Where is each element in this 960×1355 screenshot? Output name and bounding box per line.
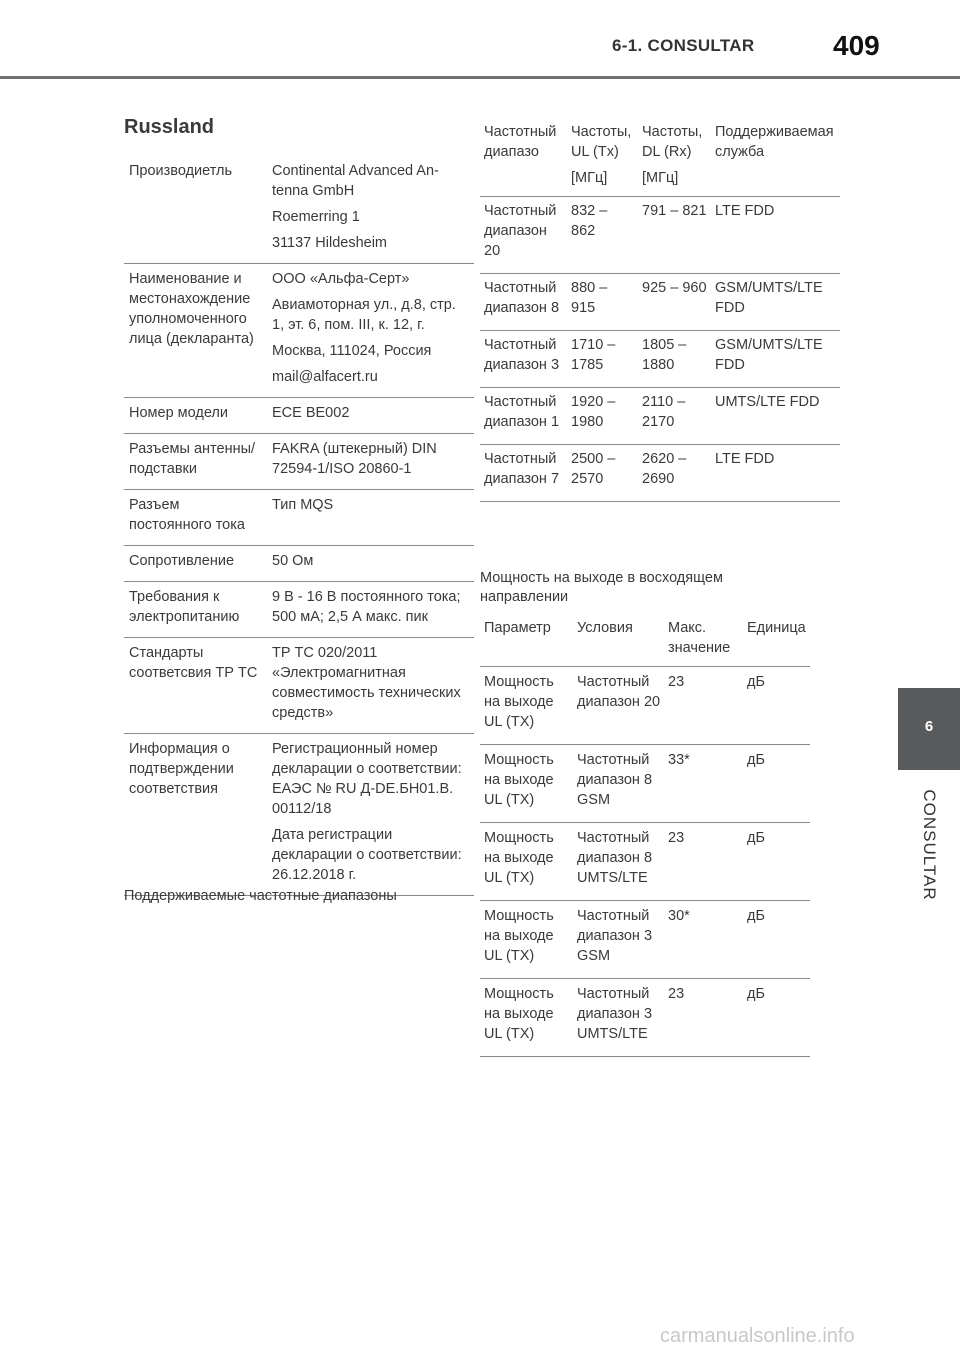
table-cell: Частотный диапазон 8 GSM xyxy=(573,745,664,823)
table-cell: 2110 – 2170 xyxy=(638,388,711,445)
table-cell: 1920 – 1980 xyxy=(567,388,638,445)
row-key: Наименование и местонахождение уполномоченного лица (декларанта) xyxy=(124,264,267,398)
table-cell: Частотный диапазон 1 xyxy=(480,388,567,445)
table-cell: дБ xyxy=(743,667,810,745)
table-cell: Частотный диапазон 3 xyxy=(480,331,567,388)
column-header: Единица xyxy=(743,614,810,667)
table-row xyxy=(480,331,840,388)
table-cell: UMTS/LTE FDD xyxy=(711,388,840,445)
column-header: Поддерживаемая служба xyxy=(711,118,840,197)
table-cell: GSM/UMTS/LTE FDD xyxy=(711,331,840,388)
value-line: Авиамоторная ул., д.8, стр. 1, эт. 6, пом. III, к. 12, г. xyxy=(272,297,456,333)
table-cell: Частотный диапазон 3 UMTS/LTE xyxy=(573,979,664,1057)
table-row xyxy=(124,638,474,734)
table-header-row xyxy=(480,614,810,667)
column-header: Частотный диапазо xyxy=(480,118,567,197)
row-key: Разъемы антенны/подставки xyxy=(124,434,267,490)
value-line: FAKRA (штекерный) DIN 72594-1/ISO 20860-1 xyxy=(272,441,437,477)
row-value xyxy=(267,638,474,734)
column-header: Макс. значение xyxy=(664,614,743,667)
table-row xyxy=(480,667,810,745)
frequency-bands-table xyxy=(480,118,840,502)
row-key: Номер модели xyxy=(124,398,267,434)
table-cell: LTE FDD xyxy=(711,197,840,274)
table-row xyxy=(124,434,474,490)
row-value xyxy=(267,546,474,582)
table-cell: 23 xyxy=(664,667,743,745)
table-cell: 33* xyxy=(664,745,743,823)
table-cell: 880 – 915 xyxy=(567,274,638,331)
table-cell: Частотный диапазон 8 xyxy=(480,274,567,331)
row-value xyxy=(267,582,474,638)
value-line: 31137 Hildesheim xyxy=(272,235,387,251)
value-line: 50 Ом xyxy=(272,553,314,569)
table-cell: Мощность на выходе UL (TX) xyxy=(480,745,573,823)
row-value xyxy=(267,490,474,546)
table-row xyxy=(480,901,810,979)
table-cell: Частотный диапазон 3 GSM xyxy=(573,901,664,979)
table-cell: 925 – 960 xyxy=(638,274,711,331)
table-cell: Мощность на выходе UL (TX) xyxy=(480,667,573,745)
row-value xyxy=(267,398,474,434)
value-line: 9 В - 16 В постоянного тока; 500 мА; 2,5 А макс. пик xyxy=(272,589,461,625)
table-cell: 1805 – 1880 xyxy=(638,331,711,388)
table-row xyxy=(124,490,474,546)
row-value xyxy=(267,434,474,490)
table-row xyxy=(480,197,840,274)
value-line: Регистрационный номер декларации о соответствии: ЕАЭС № RU Д-DE.БН01.В. 00112/18 xyxy=(272,741,462,817)
row-key: Производиетль xyxy=(124,156,267,264)
table-row xyxy=(480,979,810,1057)
row-key: Сопротивление xyxy=(124,546,267,582)
row-key: Стандарты соответсвия ТР ТС xyxy=(124,638,267,734)
table-cell: Мощность на выходе UL (TX) xyxy=(480,901,573,979)
value-line: ТР ТС 020/2011 «Электромагнитная совместимость технических средств» xyxy=(272,645,461,721)
table-row xyxy=(480,823,810,901)
column-header: Параметр xyxy=(480,614,573,667)
row-value xyxy=(267,156,474,264)
value-line: Дата регистрации декларации о соответствии: 26.12.2018 г. xyxy=(272,827,462,883)
table-row xyxy=(480,274,840,331)
table-cell: Мощность на выходе UL (TX) xyxy=(480,823,573,901)
table-row xyxy=(124,156,474,264)
chapter-tab-label: CONSULTAR xyxy=(920,789,939,901)
table-row xyxy=(480,445,840,502)
row-value xyxy=(267,264,474,398)
table-cell: Мощность на выходе UL (TX) xyxy=(480,979,573,1057)
header-rule xyxy=(0,76,960,79)
watermark: carmanualsonline.info xyxy=(660,1325,855,1347)
table-row xyxy=(480,388,840,445)
value-line: mail@alfacert.ru xyxy=(272,369,378,385)
row-key: Разъем постоянного тока xyxy=(124,490,267,546)
value-line: Continental Advanced An-tenna GmbH xyxy=(272,163,439,199)
value-line: ООО «Альфа-Серт» xyxy=(272,271,410,287)
table-cell: Частотный диапазон 20 xyxy=(573,667,664,745)
table-cell: Частотный диапазон 20 xyxy=(480,197,567,274)
table-cell: дБ xyxy=(743,901,810,979)
table-cell: дБ xyxy=(743,823,810,901)
table-cell: LTE FDD xyxy=(711,445,840,502)
table-cell: дБ xyxy=(743,979,810,1057)
table-row xyxy=(124,734,474,896)
table-cell: GSM/UMTS/LTE FDD xyxy=(711,274,840,331)
uplink-power-caption: Мощность на выходе в восходящем направлении xyxy=(480,570,723,605)
row-key: Требования к электропитанию xyxy=(124,582,267,638)
table-cell: 30* xyxy=(664,901,743,979)
table-cell: Частотный диапазон 7 xyxy=(480,445,567,502)
table-cell: 832 – 862 xyxy=(567,197,638,274)
table-cell: 791 – 821 xyxy=(638,197,711,274)
table-row xyxy=(124,582,474,638)
table-cell: 2620 – 2690 xyxy=(638,445,711,502)
supported-bands-caption: Поддерживаемые частотные диапазоны xyxy=(124,888,397,904)
column-header: Частоты, UL (Tx) [МГц] xyxy=(567,118,638,197)
value-line: Roemerring 1 xyxy=(272,209,360,225)
value-line: Тип MQS xyxy=(272,497,334,513)
table-header-row xyxy=(480,118,840,197)
row-key: Информация о подтверждении соответствия xyxy=(124,734,267,896)
output-power-table xyxy=(480,614,810,1057)
chapter-tab[interactable]: 6 xyxy=(898,688,960,770)
row-value xyxy=(267,734,474,896)
table-cell: 23 xyxy=(664,979,743,1057)
section-title: Russland xyxy=(124,116,215,138)
table-cell: Частотный диапазон 8 UMTS/LTE xyxy=(573,823,664,901)
table-cell: 1710 – 1785 xyxy=(567,331,638,388)
table-row xyxy=(124,264,474,398)
table-row xyxy=(124,398,474,434)
table-cell: 23 xyxy=(664,823,743,901)
table-cell: 2500 – 2570 xyxy=(567,445,638,502)
column-header: Частоты, DL (Rx) [МГц] xyxy=(638,118,711,197)
table-cell: дБ xyxy=(743,745,810,823)
page-number: 409 xyxy=(833,30,880,61)
column-header: Условия xyxy=(573,614,664,667)
table-row xyxy=(124,546,474,582)
value-line: Москва, 111024, Россия xyxy=(272,343,432,359)
manufacturer-info-table xyxy=(124,156,474,896)
table-row xyxy=(480,745,810,823)
chapter-title: 6-1. CONSULTAR xyxy=(612,36,755,55)
value-line: ECE BE002 xyxy=(272,405,350,421)
